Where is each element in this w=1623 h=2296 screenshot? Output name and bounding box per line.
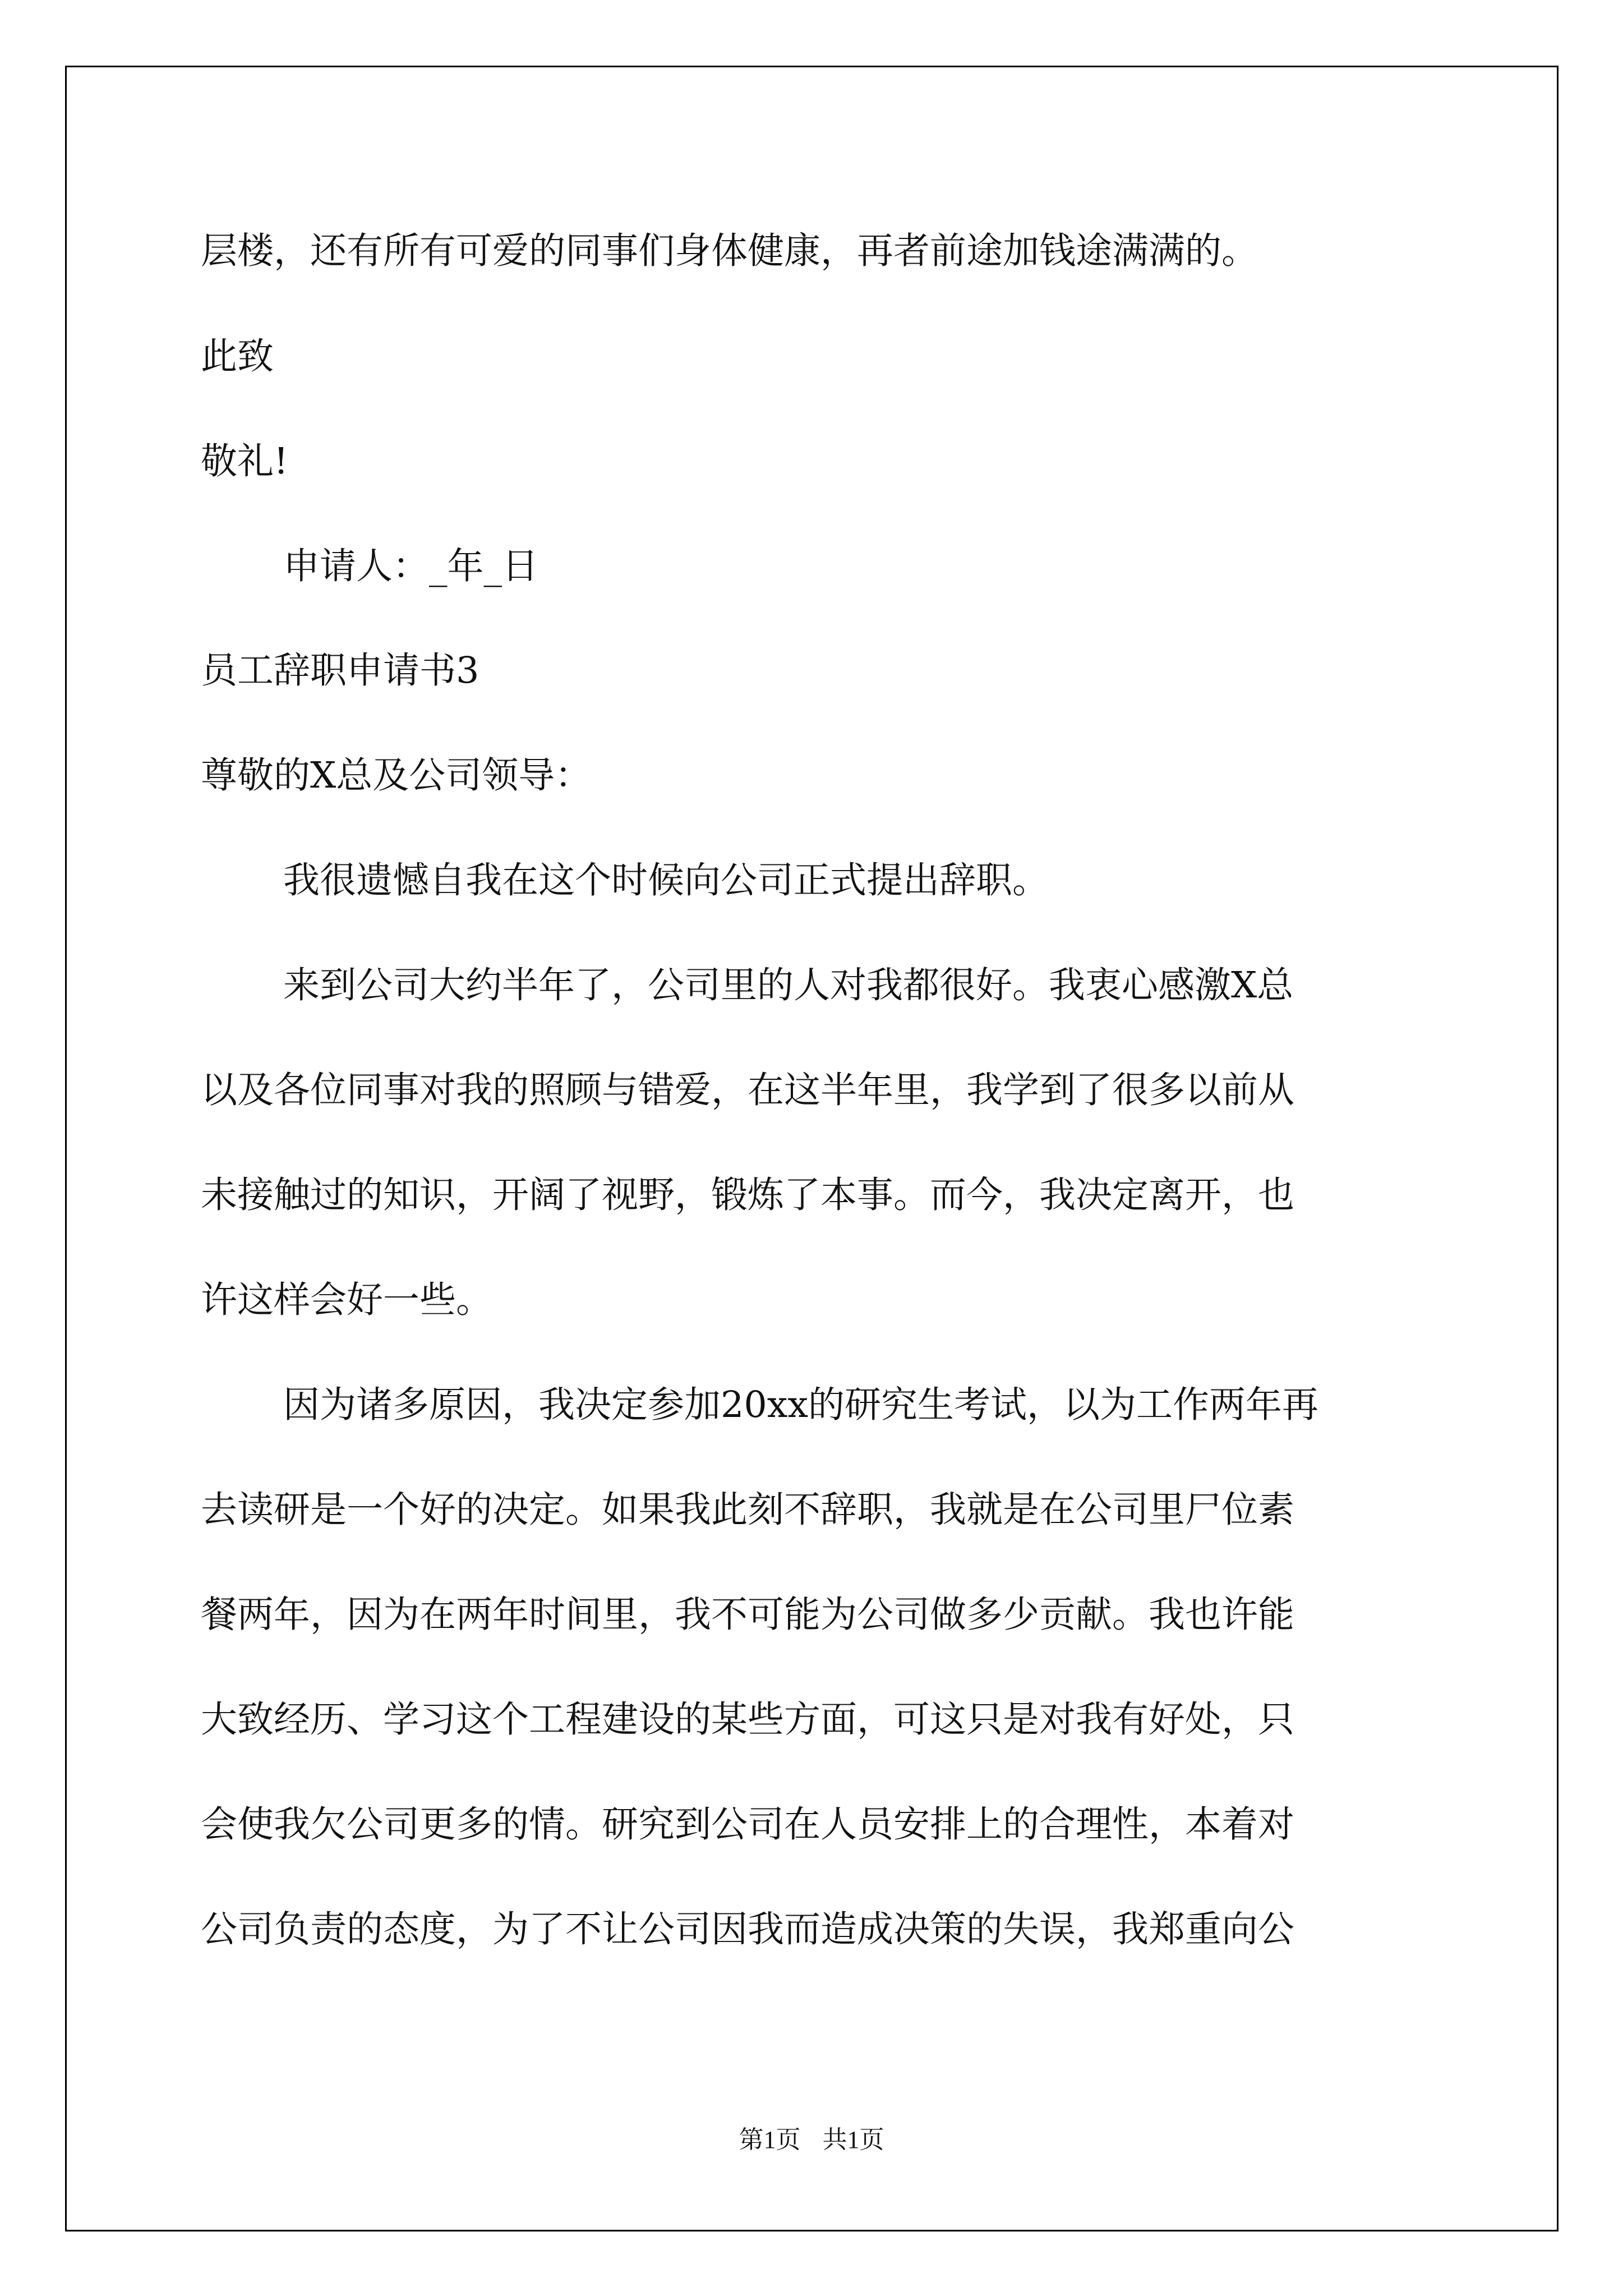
text-line: 因为诸多原因，我决定参加20xx的研究生考试，以为工作两年再: [283, 1384, 1319, 1426]
salutation: 尊敬的X总及公司领导：: [201, 754, 592, 797]
text-line: 去读研是一个好的决定。如果我此刻不辞职，我就是在公司里尸位素: [201, 1489, 1295, 1531]
page-border: [65, 66, 1559, 2231]
text-line: 敬礼!: [201, 440, 289, 482]
text-line: 申请人：_年_日: [283, 545, 539, 587]
text-line: 我很遗憾自我在这个时候向公司正式提出辞职。: [283, 859, 1049, 901]
text-line: 层楼，还有所有可爱的同事们身体健康，再者前途加钱途满满的。: [201, 230, 1258, 272]
text-line: 大致经历、学习这个工程建设的某些方面，可这只是对我有好处，只: [201, 1699, 1295, 1741]
page-total: 共1页: [822, 2126, 884, 2154]
text-line: 未接触过的知识，开阔了视野，锻炼了本事。而今，我决定离开，也: [201, 1174, 1295, 1216]
text-line: 以及各位同事对我的照顾与错爱，在这半年里，我学到了很多以前从: [201, 1069, 1295, 1111]
text-line: 此致: [201, 335, 274, 378]
page-number: 第1页: [739, 2126, 801, 2154]
text-line: 公司负责的态度，为了不让公司因我而造成决策的失误，我郑重向公: [201, 1908, 1295, 1950]
text-line: 来到公司大约半年了，公司里的人对我都很好。我衷心感激X总: [283, 964, 1294, 1006]
text-line: 会使我欠公司更多的情。研究到公司在人员安排上的合理性，本着对: [201, 1803, 1295, 1846]
text-line: 许这样会好一些。: [201, 1279, 493, 1321]
page-footer: [0, 2128, 1623, 2152]
section-heading: 员工辞职申请书3: [201, 650, 479, 692]
text-line: 餐两年，因为在两年时间里，我不可能为公司做多少贡献。我也许能: [201, 1594, 1295, 1636]
